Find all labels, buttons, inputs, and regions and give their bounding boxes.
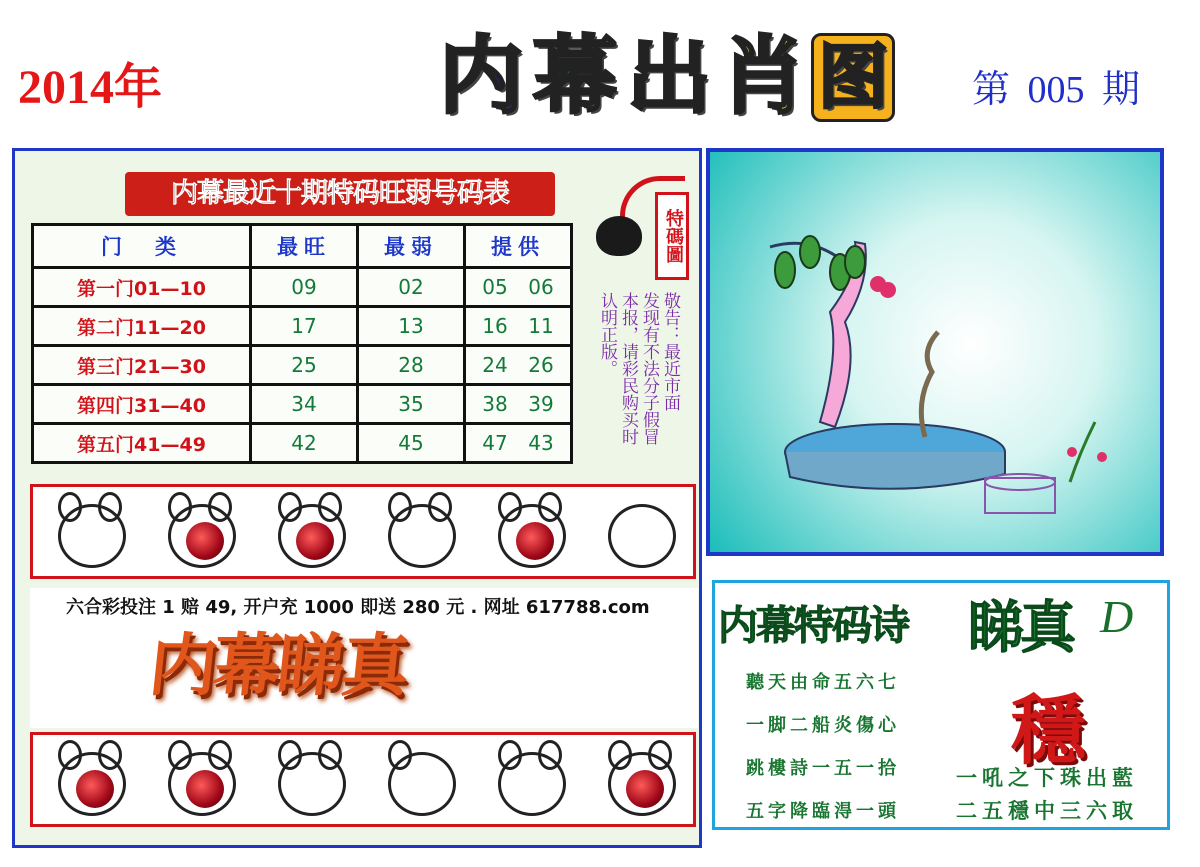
poem-line: 跳樓詩一五一拾 <box>746 758 900 779</box>
table-row <box>33 424 572 463</box>
max-cell: 17 <box>251 307 358 346</box>
provide-value: 39 <box>528 392 554 416</box>
min-cell: 28 <box>358 346 465 385</box>
poem-line: 一脚二船炎傷心 <box>746 715 900 736</box>
code-table <box>31 223 573 464</box>
provide-cell <box>465 385 572 424</box>
category-cell: 第五门41—49 <box>33 424 251 463</box>
rabbit-icon <box>378 492 458 572</box>
provide-value: 38 <box>482 392 508 416</box>
table-header-row <box>33 225 572 268</box>
table-row <box>33 268 572 307</box>
category-cell: 第一门01—10 <box>33 268 251 307</box>
min-cell: 35 <box>358 385 465 424</box>
rat-icon <box>48 492 128 572</box>
poem-line: 聽天由命五六七 <box>746 672 900 693</box>
column-header: 最旺 <box>251 225 358 268</box>
provide-value: 47 <box>482 431 508 455</box>
notice-text: 敬告：最近市面 发现有不法分子假冒 本报，请彩民购买时 认明正版。 <box>597 292 680 445</box>
dog-icon <box>488 740 568 820</box>
rooster-icon <box>378 740 458 820</box>
zodiac-row-bottom <box>30 732 696 827</box>
page-title <box>435 27 895 125</box>
dragon-icon <box>488 492 568 572</box>
table-row <box>33 385 572 424</box>
column-header: 提供 <box>465 225 572 268</box>
title-char: 幕 <box>533 27 618 125</box>
poem-title: 内幕特码诗 <box>718 603 908 649</box>
min-cell: 02 <box>358 268 465 307</box>
provide-value: 06 <box>528 275 554 299</box>
horse-icon <box>48 740 128 820</box>
poem-line: 五字降臨淂一頭 <box>746 801 900 822</box>
zodiac-row-top <box>30 484 696 579</box>
column-header: 门 类 <box>33 225 251 268</box>
goat-icon <box>158 740 238 820</box>
provide-value: 11 <box>528 314 554 338</box>
stable-character: 穩 <box>1010 686 1086 775</box>
provide-value: 05 <box>482 275 508 299</box>
title-char: 出 <box>627 27 712 125</box>
category-cell: 第三门21—30 <box>33 346 251 385</box>
provide-value: 16 <box>482 314 508 338</box>
ad-line: 六合彩投注 1 赔 49, 开户充 1000 即送 280 元 . 网址 617788.com <box>66 597 650 618</box>
min-cell: 45 <box>358 424 465 463</box>
max-cell: 25 <box>251 346 358 385</box>
category-cell: 第四门31—40 <box>33 385 251 424</box>
provide-cell <box>465 346 572 385</box>
ink-pot-icon <box>596 216 642 256</box>
provide-value: 24 <box>482 353 508 377</box>
max-cell: 09 <box>251 268 358 307</box>
ox-icon <box>158 492 238 572</box>
table-title: 内幕最近十期特码旺弱号码表 <box>125 172 555 216</box>
max-cell: 34 <box>251 385 358 424</box>
table-row <box>33 307 572 346</box>
poem-decoration: D <box>1100 591 1134 642</box>
stamp-seal: 特碼圖 <box>655 192 689 280</box>
min-cell: 13 <box>358 307 465 346</box>
provide-cell <box>465 268 572 307</box>
couplet-line: 二五穩中三六取 <box>956 799 1138 823</box>
pig-icon <box>598 740 678 820</box>
provide-cell <box>465 424 572 463</box>
title-char: 图 <box>811 33 895 122</box>
year-label: 2014年 <box>18 61 163 114</box>
provide-cell <box>465 307 572 346</box>
couplet-line: 一吼之下珠出藍 <box>956 766 1138 790</box>
table-row <box>33 346 572 385</box>
title-char: 肖 <box>721 27 806 125</box>
category-cell: 第二门11—20 <box>33 307 251 346</box>
tiger-icon <box>268 492 348 572</box>
issue-number: 第 005 期 <box>972 69 1141 111</box>
provide-value: 26 <box>528 353 554 377</box>
provide-value: 43 <box>528 431 554 455</box>
monkey-icon <box>268 740 348 820</box>
bonsai-illustration <box>706 148 1164 556</box>
poem-title-big: 睇真 <box>968 596 1072 661</box>
title-char: 内 <box>439 27 524 125</box>
snake-icon <box>598 492 678 572</box>
max-cell: 42 <box>251 424 358 463</box>
column-header: 最弱 <box>358 225 465 268</box>
ad-logo-text: 内幕睇真 <box>145 626 410 706</box>
